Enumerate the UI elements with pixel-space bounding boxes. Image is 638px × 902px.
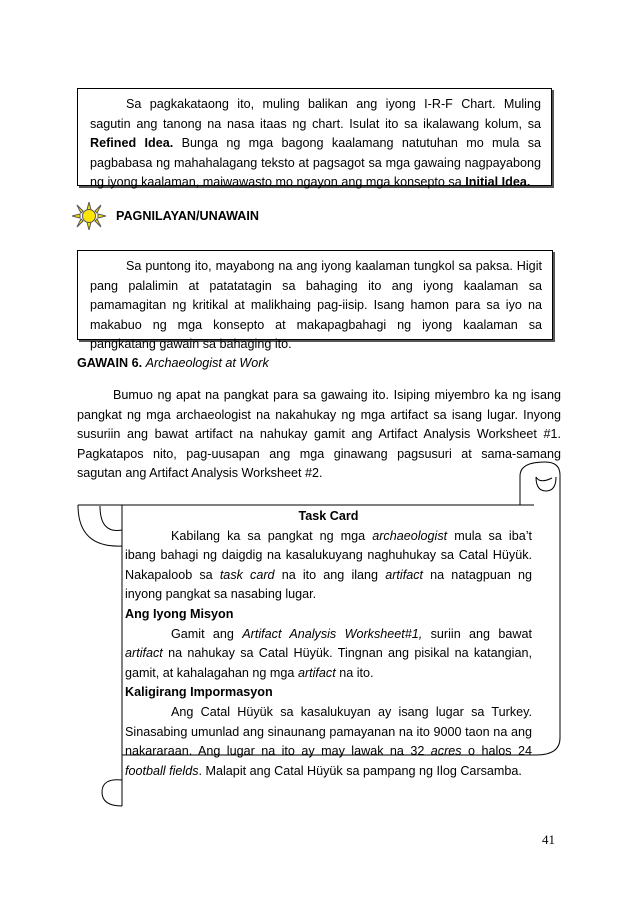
tc-p3-italic-1: acres — [430, 744, 462, 759]
task-card-paragraph-2 — [125, 625, 532, 684]
tc-p3-text-b: o halos 24 — [461, 744, 532, 759]
task-card-mission-heading: Ang Iyong Misyon — [125, 606, 234, 621]
tc-p1-text-b: mula sa iba’t ibang bahagi ng daigdig na kasalukuyang naghuhukay sa Catal Hüyük. Nakapaloob sa — [125, 528, 532, 582]
tc-p1-italic-2: task card — [219, 567, 275, 582]
tc-p1-text-c: na ito ang ilang — [274, 567, 386, 582]
box1-bold-initial-idea: Initial Idea. — [465, 175, 531, 190]
task-card-paragraph-3 — [125, 703, 532, 781]
activity-name: Archaeologist at Work — [145, 356, 269, 370]
tc-p2-text-c: na nahukay sa Catal Hüyük. Tingnan ang pisikal na katangian, gamit, at kahalagahan ng mga — [125, 646, 532, 680]
activity-body-text: Bumuo ng apat na pangkat para sa gawaing ito. Isiping miyembro ka ng isang pangkat ng mga archaeologist na nakahukay ng mga artifact sa isang lugar. Inyong susuriin ang bawat artifact na nahukay gamit ang Artifact Analysis Worksheet #1. Pagkatapos nito, pag-uusapan ang mga ginawang pagsusuri at sama-samang sagutan ang Artifact Analysis Worksheet #2. — [77, 388, 561, 481]
tc-p2-text-d: na ito. — [335, 665, 374, 680]
tc-p1-text-a: Kabilang ka sa pangkat ng mga — [171, 528, 373, 543]
tc-p3-text-a: Ang Catal Hüyük sa kasalukuyan ay isang lugar sa Turkey. Sinasabing umunlad ang sinaunang pamayanan na ito 9000 taon na ang nakararaan. Ang lugar na ito ay may lawak na 32 — [125, 704, 532, 759]
tc-p2-text-b: suriin ang bawat — [422, 626, 533, 641]
page-number: 41 — [542, 832, 555, 847]
tc-p3-italic-2: football fields — [125, 763, 199, 778]
tc-p1-italic-1: archaeologist — [372, 528, 448, 543]
tc-p2-italic-3: artifact — [297, 665, 336, 680]
tc-p1-italic-3: artifact — [385, 567, 424, 582]
box1-bold-refined-idea: Refined Idea. — [90, 136, 174, 151]
box1-text-2: Bunga ng mga bagong kaalamang natutuhan mo mula sa pagbabasa ng mahahalagang teksto at pagsagot sa mga gawaing nagpayabong ng iyong kaalaman, maiwawasto mo ngayon ang mga konsepto sa — [90, 136, 541, 190]
pagnilayan-heading: PAGNILAYAN/UNAWAIN — [116, 209, 259, 223]
tc-p1-text-d: na natagpuan ng inyong pangkat sa nasabing lugar. — [125, 567, 532, 602]
task-card-title: Task Card — [298, 509, 359, 523]
box2-text: Sa puntong ito, mayabong na ang iyong kaalaman tungkol sa paksa. Higit pang palalimin at patatatagin sa bahaging ito ang iyong kaalaman sa pamamagitan ng kritikal at malikhaing pag-iisip. Isang hamon para sa iyo na makabuo ng mga konsepto at makapagbahagi ng iyong kaalaman sa pangkatang gawain sa bahaging ito. — [90, 259, 542, 352]
tc-p2-italic-2: artifact — [125, 646, 163, 661]
task-card-background-heading: Kaligirang Impormasyon — [125, 685, 273, 700]
task-card-paragraph-1 — [125, 527, 532, 605]
tc-p3-text-c: . Malapit ang Catal Hüyük sa pampang ng Ilog Carsamba. — [198, 763, 522, 778]
task-card-content — [125, 507, 532, 781]
tc-p2-italic-1: Artifact Analysis Worksheet#1, — [242, 626, 423, 641]
tc-p2-text-a: Gamit ang — [171, 626, 243, 641]
box1-text-1: Sa pagkakataong ito, muling balikan ang iyong I-R-F Chart. Muling sagutin ang tanong na nasa itaas ng chart. Isulat ito sa ikalawang kolum, sa — [90, 97, 541, 131]
activity-label: GAWAIN 6. — [77, 356, 143, 370]
